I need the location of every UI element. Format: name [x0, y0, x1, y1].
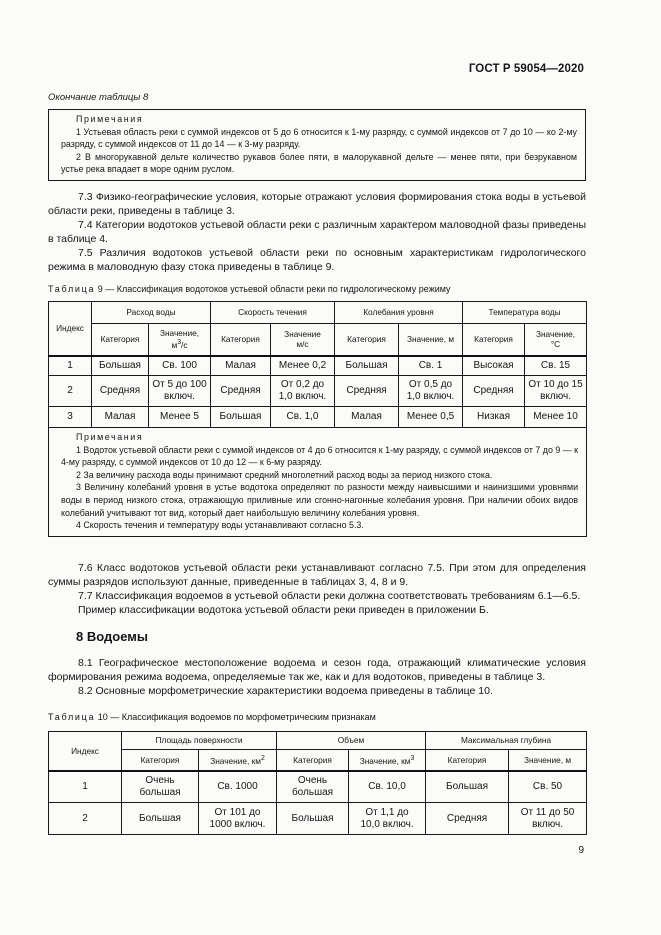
sub-header-text: Значение, [535, 328, 576, 339]
sub-header-category: Категория [211, 324, 271, 356]
sub-header-text: Значение, [159, 327, 200, 338]
cell: Св. 1000 [199, 771, 277, 803]
cell: Малая [211, 356, 271, 376]
table9-caption [48, 284, 451, 294]
cell: 2 [49, 803, 122, 835]
cell: От 0,5 до 1,0 включ. [399, 376, 463, 407]
cell: Св. 100 [149, 356, 211, 376]
cell: 2 [49, 376, 92, 407]
cell: Средняя [463, 376, 525, 407]
sub-header-text: Значение [284, 328, 321, 339]
group-header: Расход воды [92, 302, 211, 324]
paragraph: 7.6 Класс водотоков устьевой области реки устанавливают согласно 7.5. При этом для определения суммы разрядов используют данные, приведенные в таблицах 3, 4, 8 и 9. [48, 562, 586, 589]
unit: °С [550, 339, 561, 350]
sub-header-category: Категория [426, 750, 509, 771]
page-number: 9 [578, 845, 584, 856]
table10-header-row [49, 732, 587, 750]
notes-title: Примечания [76, 114, 144, 124]
cell: Средняя [92, 376, 149, 407]
cell: От 11 до 50 включ. [509, 803, 587, 835]
group-header: Максимальная глубина [426, 732, 587, 750]
table-row [49, 376, 587, 407]
caption-word: Таблица [48, 712, 96, 722]
group-header: Температура воды [463, 302, 587, 324]
cell: Менее 10 [525, 407, 587, 428]
cell: От 10 до 15 включ. [525, 376, 587, 407]
paragraphs-7-6-7-7 [48, 561, 586, 617]
group-header: Площадь поверхности [122, 732, 277, 750]
sub-header-value [149, 324, 211, 356]
table-row [49, 356, 587, 376]
note-item: 1 Водоток устьевой области реки с суммой индексов от 4 до 6 относится к 1-му разряду, с суммой индексов от 7 до 9 — к 4-му разряду, с суммой индексов от 10 до 12 — к 6-му разряду. [61, 444, 579, 468]
note-item: 3 Величину колебаний уровня в устье водотока определяют по разности между наивысшими и наинизшими уровнями воды в период низкого стока, отражающую приливные или сгонно-нагонные колебания уровня. При наличии обоих видов колебаний учитывают тот вид, который дает наибольшую величину колебания уровня. [61, 482, 579, 518]
cell: Менее 0,2 [271, 356, 335, 376]
table10 [48, 731, 587, 835]
paragraph: Пример классификации водотока устьевой области реки приведен в приложении Б. [78, 604, 489, 617]
caption-text: 9 — Классификация водотоков устьевой области реки по гидрологическому режиму [95, 284, 451, 294]
index-header: Индекс [49, 302, 92, 356]
paragraph: 7.4 Категории водотоков устьевой области реки с различным характером маловодной фазы приведены в таблице 4. [48, 219, 586, 246]
cell: От 5 до 100 включ. [149, 376, 211, 407]
sub-header-value [271, 324, 335, 356]
cell: Большая [426, 771, 509, 803]
section-heading: 8 Водоемы [76, 629, 148, 644]
sub-header-value [525, 324, 587, 356]
cell: Менее 5 [149, 407, 211, 428]
cell: Менее 0,5 [399, 407, 463, 428]
sub-header-category: Категория [92, 324, 149, 356]
table9-header-row [49, 302, 587, 324]
notes-title: Примечания [76, 432, 144, 442]
cell: Большая [92, 356, 149, 376]
sub-header-category: Категория [463, 324, 525, 356]
cell: Св. 1 [399, 356, 463, 376]
cell: Большая [335, 356, 399, 376]
note-item: 1 Устьевая область реки с суммой индексов от 5 до 6 относится к 1-му разряду, с суммой индексов от 7 до 10 — ко 2-му разряду, с суммой индексов от 11 до 14 — к 3-му разряду. [61, 126, 577, 150]
sub-header-value [199, 750, 277, 771]
unit-sup: 3 [410, 754, 415, 762]
cell: Средняя [426, 803, 509, 835]
note-item: 4 Скорость течения и температуру воды устанавливают согласно 5.3. [76, 520, 364, 531]
notes-box-table8 [48, 109, 586, 181]
table-continuation-label: Окончание таблицы 8 [48, 92, 149, 103]
cell: От 101 до 1000 включ. [199, 803, 277, 835]
group-header: Колебания уровня [335, 302, 463, 324]
cell: Большая [122, 803, 199, 835]
table9-notes [49, 428, 587, 537]
unit: м [171, 340, 178, 351]
cell: От 1,1 до 10,0 включ. [349, 803, 426, 835]
table-row [49, 771, 587, 803]
caption-word: Таблица [48, 284, 96, 294]
paragraphs-7-3-7-5 [48, 190, 586, 275]
unit-sup: 2 [260, 754, 265, 762]
paragraph: 8.2 Основные морфометрические характеристики водоема приведены в таблице 10. [78, 685, 493, 698]
sub-header-category: Категория [335, 324, 399, 356]
cell: Малая [335, 407, 399, 428]
sub-header-value: Значение, м [509, 750, 587, 771]
cell: Св. 50 [509, 771, 587, 803]
unit: м/с [296, 339, 309, 350]
index-header: Индекс [49, 732, 122, 771]
cell: 3 [49, 407, 92, 428]
cell: Низкая [463, 407, 525, 428]
cell: Малая [92, 407, 149, 428]
table10-subheader-row [49, 750, 587, 771]
table-row [49, 803, 587, 835]
standard-header: ГОСТ Р 59054—2020 [468, 63, 584, 75]
cell: Св. 1,0 [271, 407, 335, 428]
paragraph: 7.7 Классификация водоемов в устьевой области реки должна соответствовать требованиям 6.1—6.5. [78, 590, 581, 603]
cell: Большая [277, 803, 349, 835]
sub-header-text: Значение, км [359, 755, 411, 766]
sub-header-category: Категория [122, 750, 199, 771]
note-item: 2 За величину расхода воды принимают средний многолетний расход воды за период низкого стока. [76, 469, 493, 480]
note-item: 2 В многорукавной дельте количество рукавов более пяти, в малорукавной дельте — менее пяти, при безрукавном устье река впадает в море одним руслом. [61, 151, 577, 175]
cell: Средняя [335, 376, 399, 407]
unit-tail: /с [181, 340, 188, 351]
table-row [49, 407, 587, 428]
paragraphs-8-1-8-2 [48, 656, 586, 698]
sub-header-value: Значение, м [399, 324, 463, 356]
cell: Св. 15 [525, 356, 587, 376]
group-header: Скорость течения [211, 302, 335, 324]
cell: Средняя [211, 376, 271, 407]
cell: 1 [49, 356, 92, 376]
table10-caption [48, 712, 376, 722]
sub-header-value [349, 750, 426, 771]
cell: Очень большая [122, 771, 199, 803]
cell: Св. 10,0 [349, 771, 426, 803]
paragraph: 7.5 Различия водотоков устьевой области реки по основным характеристикам гидрологического режима в маловодную фазу стока приведены в таблице 9. [48, 247, 586, 274]
sub-header-category: Категория [277, 750, 349, 771]
cell: Высокая [463, 356, 525, 376]
paragraph: 8.1 Географическое местоположение водоема и сезон года, отражающий климатические условия формирования режима водоема, определяемые так же, как и для водотоков, приведены в таблице 3. [48, 657, 586, 684]
table9-subheader-row [49, 324, 587, 356]
sub-header-text: Значение, км [210, 755, 261, 766]
unit-sup: 3 [177, 339, 182, 347]
cell: 1 [49, 771, 122, 803]
cell: Очень большая [277, 771, 349, 803]
group-header: Объем [277, 732, 426, 750]
table9-notes-row [49, 428, 587, 537]
paragraph: 7.3 Физико-географические условия, которые отражают условия формирования стока воды в устьевой области реки, приведены в таблице 3. [48, 191, 586, 218]
table9 [48, 301, 587, 537]
caption-text: 10 — Классификация водоемов по морфометрическим признакам [95, 712, 376, 722]
cell: Большая [211, 407, 271, 428]
cell: От 0,2 до 1,0 включ. [271, 376, 335, 407]
